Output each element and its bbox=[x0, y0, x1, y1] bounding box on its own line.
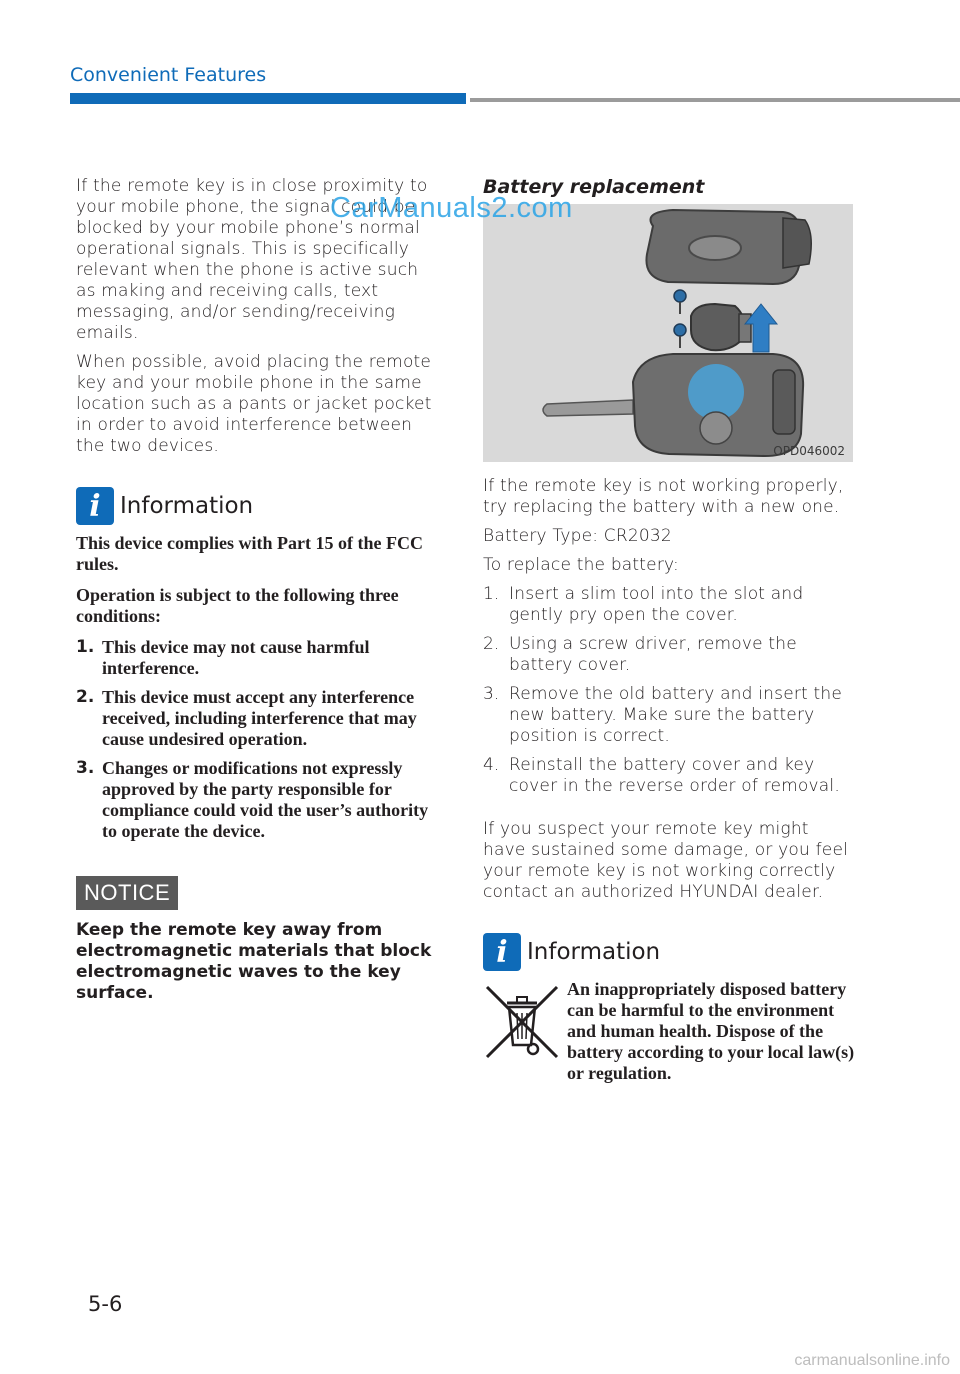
information-title: Information bbox=[527, 939, 661, 965]
paragraph-not-working: If the remote key is not working properly, try replacing the battery with a new one. bbox=[483, 476, 844, 517]
list-text: This device may not cause harmful interference. bbox=[102, 637, 370, 678]
paragraph-avoid-placing: When possible, avoid placing the remote key and your mobile phone in the same location such as a pants or jacket pocket in order to avoid interference between the two devices. bbox=[76, 352, 432, 456]
list-number: 3. bbox=[483, 684, 500, 704]
info-icon: i bbox=[76, 487, 114, 525]
footer-url: carmanualsonline.info bbox=[794, 1352, 950, 1369]
left-column bbox=[76, 176, 442, 1004]
paragraph-damage: If you suspect your remote key might have sustained some damage, or you feel your remote key is not working correctly contact an authorized HYUNDAI dealer. bbox=[483, 819, 849, 902]
list-text: Changes or modifications not expressly approved by the party responsible for compliance could void the user’s authority to operate the device. bbox=[102, 758, 429, 841]
crossed-out-bin-icon bbox=[483, 983, 561, 1061]
paragraph-phone-proximity: If the remote key is in close proximity to your mobile phone, the signal could be blocked by your mobile phone’s normal operational signals. This is specifically relevant when the phone is active such as making and receiving calls, text messaging, and/or sending/receiving emails. bbox=[76, 176, 428, 343]
list-number: 2. bbox=[76, 687, 95, 707]
figure-code: OPD046002 bbox=[773, 444, 845, 458]
battery-replacement-figure bbox=[483, 204, 853, 462]
remote-key-illustration bbox=[483, 204, 853, 462]
battery-steps-list bbox=[483, 584, 855, 797]
watermark: CarManuals2.com bbox=[330, 192, 573, 224]
list-text: Insert a slim tool into the slot and gently pry open the cover. bbox=[509, 584, 804, 625]
info-icon: i bbox=[483, 933, 521, 971]
disposal-text: An inappropriately disposed battery can be harmful to the environment and human health. Dispose of the battery according to your local law(s) or regulation. bbox=[567, 979, 855, 1083]
information-title: Information bbox=[120, 493, 254, 519]
list-text: This device must accept any interference received, including interference that may cause undesired operation. bbox=[102, 687, 417, 749]
header-rule bbox=[470, 98, 960, 102]
list-item bbox=[76, 758, 442, 842]
fcc-line: This device complies with Part 15 of the FCC rules. bbox=[76, 533, 423, 574]
section-header-title: Convenient Features bbox=[70, 64, 267, 86]
steps-intro: To replace the battery: bbox=[483, 555, 679, 575]
information-header bbox=[483, 933, 855, 971]
list-number: 1. bbox=[483, 584, 500, 604]
list-text: Remove the old battery and insert the new battery. Make sure the battery position is correct. bbox=[509, 684, 843, 746]
notice-text: Keep the remote key away from electromagnetic materials that block electromagnetic waves to the key surface. bbox=[76, 920, 432, 1003]
conditions-line: Operation is subject to the following three conditions: bbox=[76, 585, 399, 626]
list-number: 3. bbox=[76, 758, 95, 778]
list-number: 1. bbox=[76, 637, 95, 657]
battery-type: Battery Type: CR2032 bbox=[483, 526, 672, 546]
list-text: Reinstall the battery cover and key cover in the reverse order of removal. bbox=[509, 755, 840, 796]
information-header bbox=[76, 487, 442, 525]
list-item bbox=[483, 584, 855, 626]
fcc-conditions-list bbox=[76, 637, 442, 842]
disposal-info bbox=[483, 979, 855, 1084]
right-column bbox=[483, 176, 855, 1084]
battery-replacement-title: Battery replacement bbox=[483, 176, 705, 198]
list-item bbox=[76, 637, 442, 679]
notice-badge: NOTICE bbox=[76, 876, 178, 910]
list-item bbox=[483, 755, 855, 797]
page-number: 5-6 bbox=[88, 1292, 123, 1316]
list-text: Using a screw driver, remove the battery cover. bbox=[509, 634, 797, 675]
list-number: 4. bbox=[483, 755, 500, 775]
list-number: 2. bbox=[483, 634, 500, 654]
header-accent-bar bbox=[70, 93, 466, 104]
list-item bbox=[483, 634, 855, 676]
list-item bbox=[483, 684, 855, 747]
list-item bbox=[76, 687, 442, 750]
